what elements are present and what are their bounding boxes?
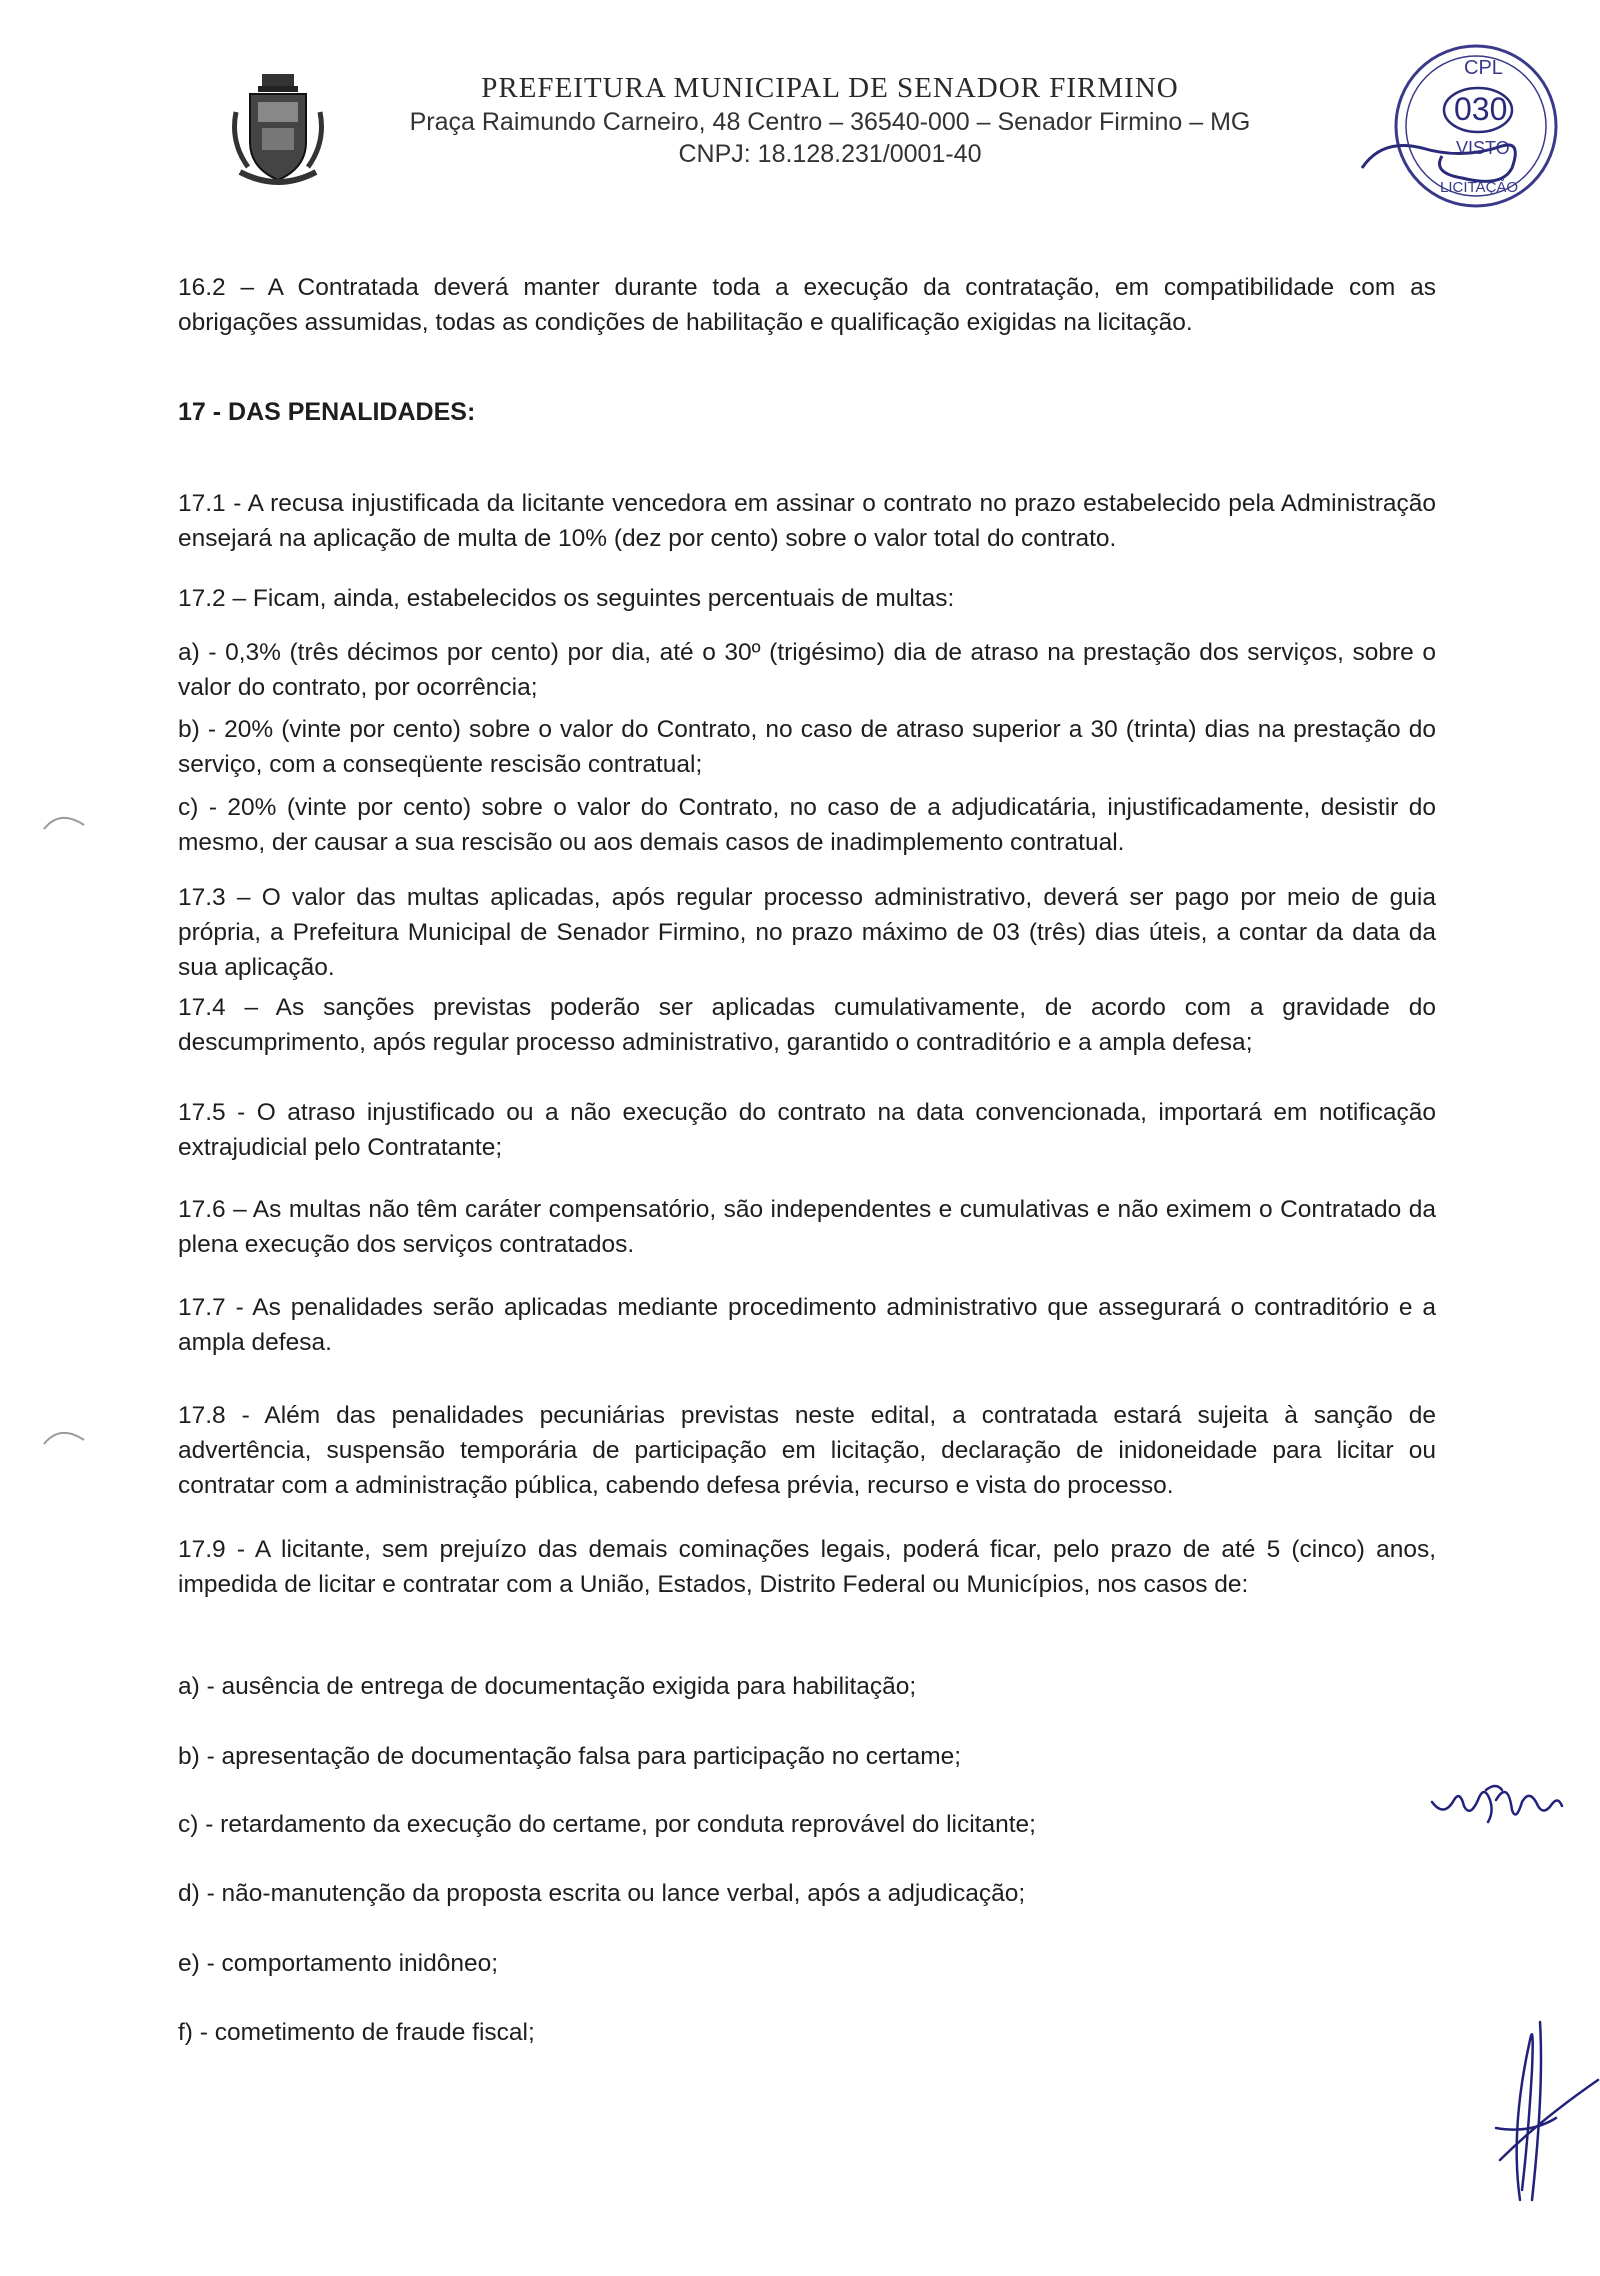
header-address: Praça Raimundo Carneiro, 48 Centro – 36540-000 – Senador Firmino – MG	[409, 108, 1251, 136]
stamp-number: 030	[1454, 91, 1508, 127]
margin-mark	[40, 805, 90, 835]
clause-17-2: 17.2 – Ficam, ainda, estabelecidos os seguintes percentuais de multas:	[178, 585, 955, 612]
clause-17-2-c: c) - 20% (vinte por cento) sobre o valor do Contrato, no caso de a adjudicatária, injustificadamente, desistir do mesmo, der causar a sua rescisão ou aos demais casos de inadimplemento contratual.	[178, 794, 1436, 856]
item-c: c) - retardamento da execução do certame, por conduta reprovável do licitante;	[178, 1811, 1036, 1838]
section-17-heading: 17 - DAS PENALIDADES:	[178, 398, 476, 426]
item-b: b) - apresentação de documentação falsa para participação no certame;	[178, 1743, 962, 1770]
item-d: d) - não-manutenção da proposta escrita ou lance verbal, após a adjudicação;	[178, 1880, 1026, 1907]
clause-17-2-a: a) - 0,3% (três décimos por cento) por dia, até o 30º (trigésimo) dia de atraso na prestação dos serviços, sobre o valor do contrato, por ocorrência;	[178, 639, 1436, 701]
stamp-bottom-text: LICITAÇÃO	[1440, 179, 1519, 196]
header-title: PREFEITURA MUNICIPAL DE SENADOR FIRMINO	[481, 72, 1179, 104]
cpl-stamp-icon	[1352, 28, 1572, 218]
clause-17-9: 17.9 - A licitante, sem prejuízo das demais cominações legais, poderá ficar, pelo prazo de até 5 (cinco) anos, impedida de licitar e contratar com a União, Estados, Distrito Federal ou Municípios, nos casos de:	[178, 1536, 1436, 1598]
item-a: a) - ausência de entrega de documentação exigida para habilitação;	[178, 1673, 917, 1700]
clause-17-5: 17.5 - O atraso injustificado ou a não execução do contrato na data convencionada, importará em notificação extrajudicial pelo Contratante;	[178, 1099, 1436, 1161]
clause-16-2: 16.2 – A Contratada deverá manter durante toda a execução da contratação, em compatibilidade com as obrigações assumidas, todas as condições de habilitação e qualificação exigidas na licitação.	[178, 274, 1436, 336]
item-f: f) - cometimento de fraude fiscal;	[178, 2019, 535, 2046]
clause-17-4: 17.4 – As sanções previstas poderão ser aplicadas cumulativamente, de acordo com a gravidade do descumprimento, após regular processo administrativo, garantido o contraditório e a ampla defesa;	[178, 994, 1436, 1056]
item-e: e) - comportamento inidôneo;	[178, 1950, 499, 1977]
clause-17-2-b: b) - 20% (vinte por cento) sobre o valor do Contrato, no caso de atraso superior a 30 (trinta) dias na prestação do serviço, com a conseqüente rescisão contratual;	[178, 716, 1436, 778]
clause-17-1: 17.1 - A recusa injustificada da licitante vencedora em assinar o contrato no prazo estabelecido pela Administração ensejará na aplicação de multa de 10% (dez por cento) sobre o valor total do contrato.	[178, 490, 1436, 552]
clause-17-6: 17.6 – As multas não têm caráter compensatório, são independentes e cumulativas e não eximem o Contratado da plena execução dos serviços contratados.	[178, 1196, 1436, 1258]
margin-mark	[40, 1420, 90, 1450]
handwritten-signature	[1460, 2010, 1600, 2210]
stamp-middle-text: VISTO	[1456, 138, 1510, 158]
clause-17-8: 17.8 - Além das penalidades pecuniárias previstas neste edital, a contratada estará sujeita à sanção de advertência, suspensão temporária de participação em licitação, declaração de inidoneidade para licitar ou contratar com a administração pública, cabendo defesa prévia, recurso e vista do processo.	[178, 1402, 1436, 1499]
header-cnpj: CNPJ: 18.128.231/0001-40	[678, 140, 982, 168]
clause-17-7: 17.7 - As penalidades serão aplicadas mediante procedimento administrativo que assegurará o contraditório e a ampla defesa.	[178, 1294, 1436, 1356]
coat-of-arms-icon	[228, 72, 328, 190]
stamp-top-text: CPL	[1464, 57, 1503, 79]
clause-17-3: 17.3 – O valor das multas aplicadas, após regular processo administrativo, deverá ser pago por meio de guia própria, a Prefeitura Municipal de Senador Firmino, no prazo máximo de 03 (três) dias úteis, a contar da data da sua aplicação.	[178, 884, 1436, 981]
handwritten-initials	[1430, 1760, 1580, 1830]
